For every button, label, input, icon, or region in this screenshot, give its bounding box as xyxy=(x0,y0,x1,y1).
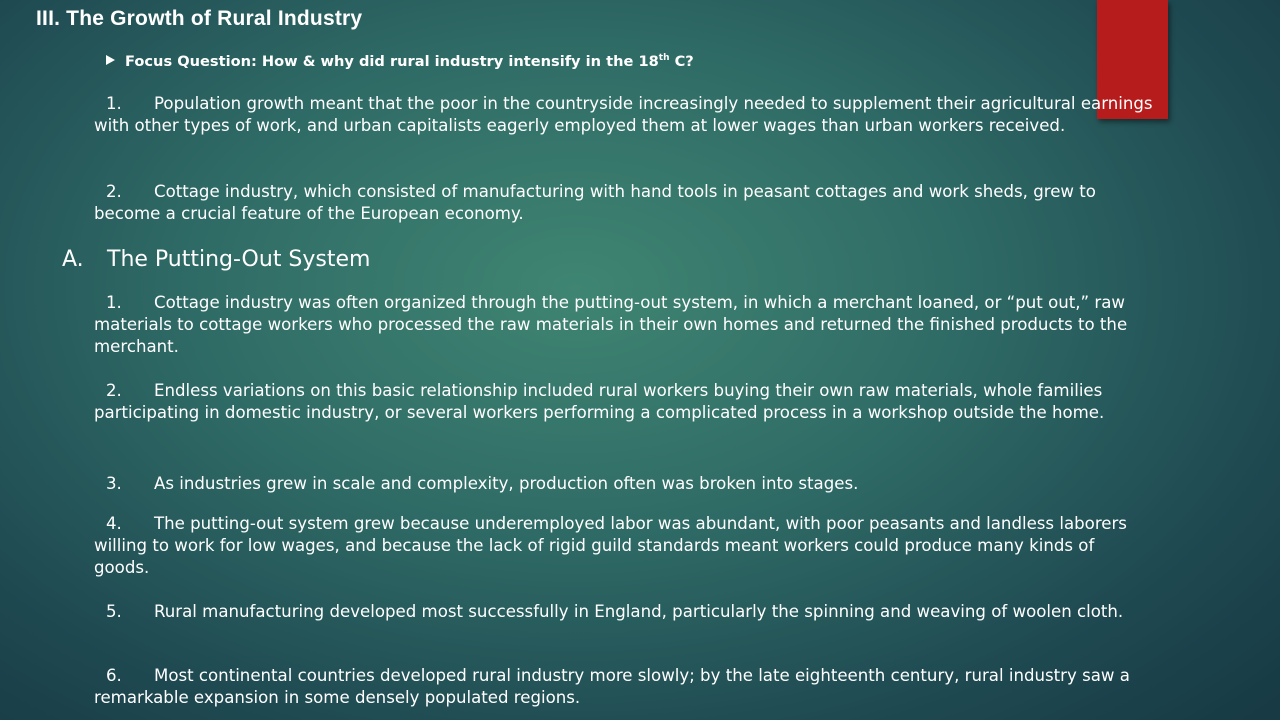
intro-point-2 xyxy=(94,181,1154,225)
point-text: Cottage industry, which consisted of manufacturing with hand tools in peasant cottages and work sheds, grew to become a crucial feature of the European economy. xyxy=(94,182,1096,223)
section-title: The Putting-Out System xyxy=(107,247,371,272)
focus-question-end: C? xyxy=(669,53,694,70)
bullet-arrow-icon xyxy=(106,55,115,65)
point-text: Rural manufacturing developed most successfully in England, particularly the spinning and weaving of woolen cloth. xyxy=(154,602,1124,621)
point-number: 2. xyxy=(106,182,122,201)
section-a-point-3 xyxy=(94,473,1154,495)
point-number: 1. xyxy=(106,94,122,113)
point-number: 2. xyxy=(106,381,122,400)
point-text: Cottage industry was often organized through the putting-out system, in which a merchant loaned, or “put out,” raw materials to cottage workers who processed the raw materials in their own homes and returned the finished products to the merchant. xyxy=(94,293,1128,356)
point-number: 6. xyxy=(106,666,122,685)
focus-question xyxy=(106,53,694,70)
section-a-heading xyxy=(62,247,370,272)
point-number: 3. xyxy=(106,474,122,493)
point-number: 1. xyxy=(106,293,122,312)
point-text: As industries grew in scale and complexity, production often was broken into stages. xyxy=(154,474,859,493)
section-a-point-1 xyxy=(94,292,1154,358)
section-a-point-5 xyxy=(94,601,1154,623)
section-letter: A. xyxy=(62,247,84,272)
point-text: Population growth meant that the poor in the countryside increasingly needed to supplement their agricultural earnings with other types of work, and urban capitalists eagerly employed them at lower wages than urban workers received. xyxy=(94,94,1153,135)
section-a-point-6 xyxy=(94,665,1154,709)
point-number: 4. xyxy=(106,514,122,533)
slide-title: III. The Growth of Rural Industry xyxy=(36,7,363,30)
point-number: 5. xyxy=(106,602,122,621)
intro-point-1 xyxy=(94,93,1154,137)
point-text: The putting-out system grew because underemployed labor was abundant, with poor peasants and landless laborers willing to work for low wages, and because the lack of rigid guild standards meant workers could produce many kinds of goods. xyxy=(94,514,1127,577)
section-a-point-2 xyxy=(94,380,1154,424)
focus-question-superscript: th xyxy=(658,53,670,63)
point-text: Most continental countries developed rural industry more slowly; by the late eighteenth century, rural industry saw a remarkable expansion in some densely populated regions. xyxy=(94,666,1130,707)
focus-question-text: Focus Question: How & why did rural industry intensify in the 18 xyxy=(125,53,659,70)
point-text: Endless variations on this basic relationship included rural workers buying their own raw materials, whole families participating in domestic industry, or several workers performing a complicated process in a workshop outside the home. xyxy=(94,381,1105,422)
section-a-point-4 xyxy=(94,513,1154,579)
